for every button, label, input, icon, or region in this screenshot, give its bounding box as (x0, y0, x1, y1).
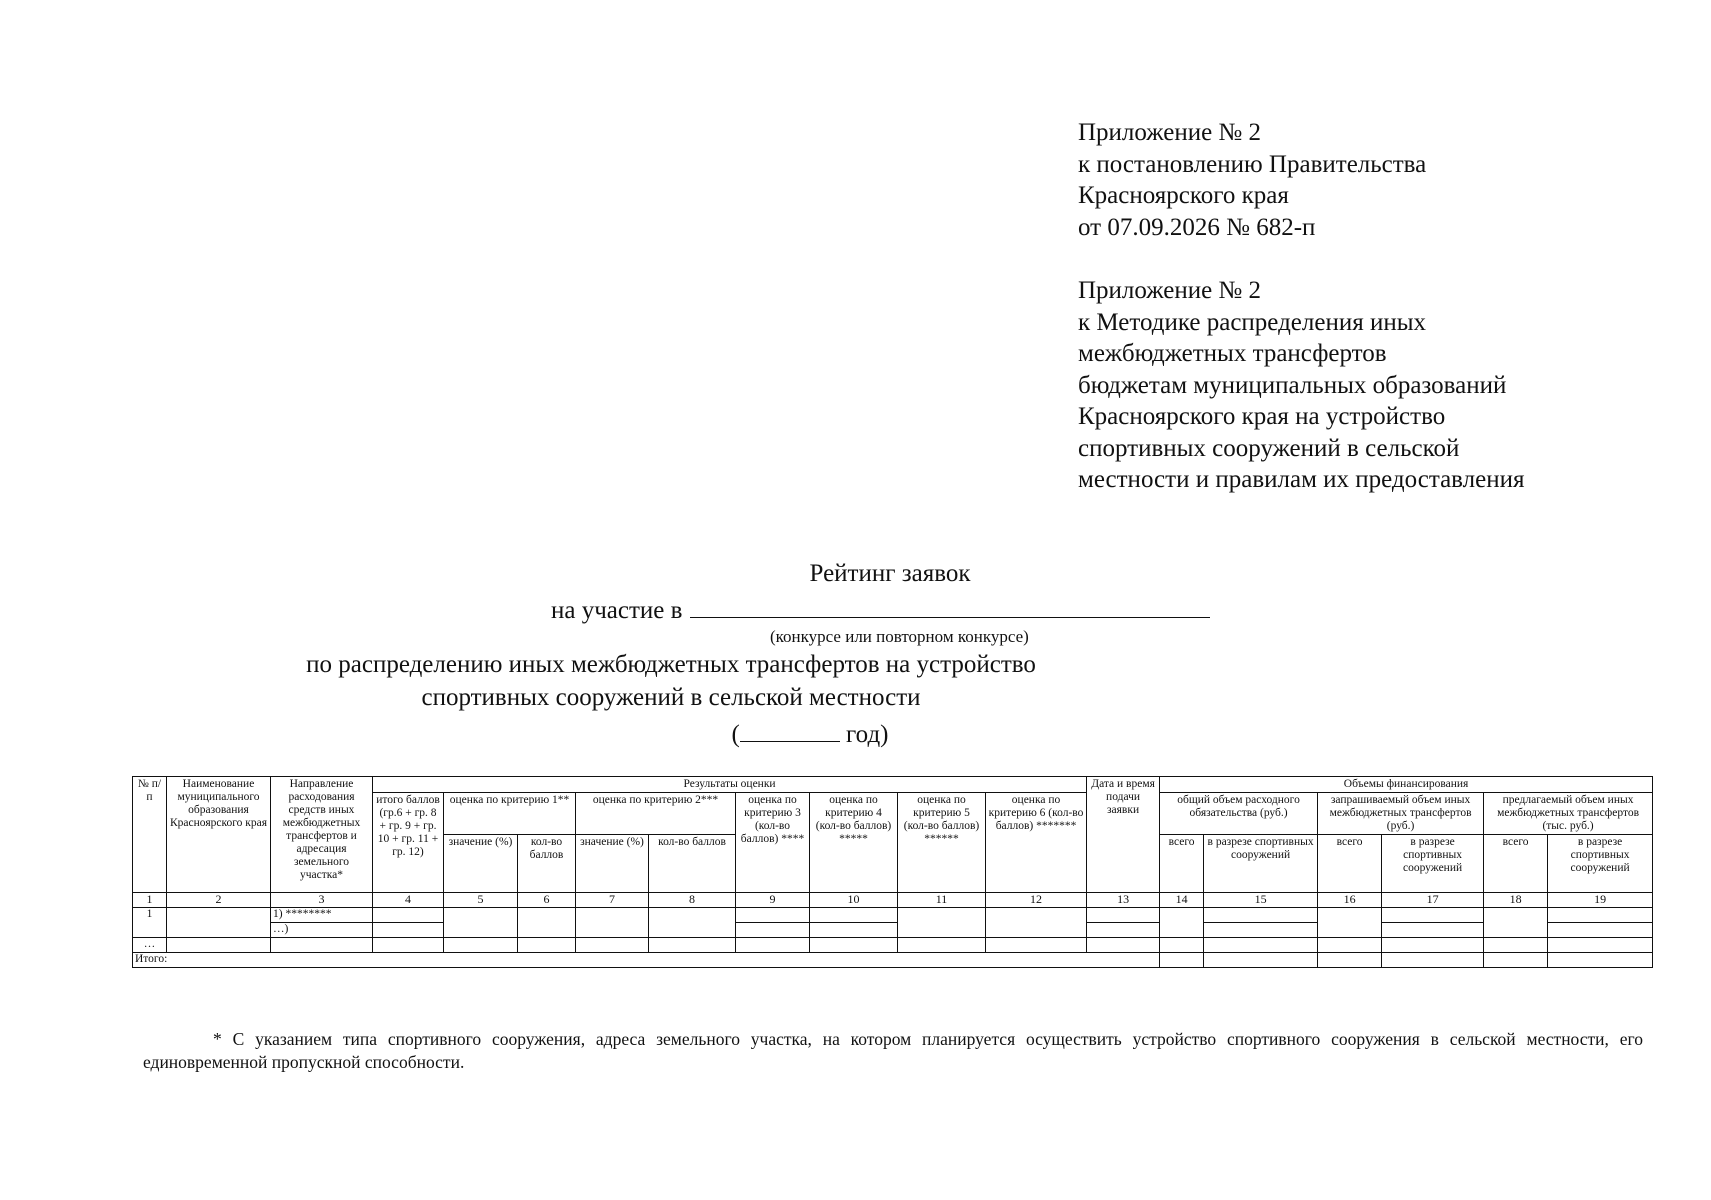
row-number: 1 (133, 908, 167, 938)
header-total: всего (1318, 835, 1382, 893)
table-cell (1160, 938, 1204, 953)
participation-line (551, 593, 1210, 625)
table-cell (167, 908, 271, 938)
table-cell (518, 938, 576, 953)
table-cell (1087, 908, 1160, 923)
table-cell (1087, 938, 1160, 953)
year-open-paren: ( (731, 721, 740, 748)
table-cell (271, 938, 373, 953)
table-cell (518, 908, 576, 938)
col-num: 13 (1087, 893, 1160, 908)
header-value-pct: значение (%) (444, 835, 518, 893)
appendix-government-header (1078, 117, 1698, 243)
total-label: Итого: (133, 953, 1160, 968)
header-municipality: Наименование муниципального образования Красноярского края (167, 777, 271, 893)
header-by-facility: в разрезе спортивных сооружений (1548, 835, 1653, 893)
table-cell (576, 938, 649, 953)
footnote: * С указанием типа спортивного сооружения, адреса земельного участка, на котором планируется осуществить устройство спортивного сооружения в сельской местности, его единовременной пропускной способности. (143, 1029, 1643, 1072)
column-number-row (133, 893, 1653, 908)
table-cell (986, 908, 1087, 938)
table-cell (576, 908, 649, 938)
row-direction-item: …) (271, 923, 373, 938)
table-cell (1204, 953, 1318, 968)
table-cell (1160, 953, 1204, 968)
rating-table (132, 776, 1653, 968)
table-cell (1382, 923, 1484, 938)
col-num: 3 (271, 893, 373, 908)
row-direction-item: 1) ******** (271, 908, 373, 923)
table-cell (1548, 953, 1653, 968)
table-cell (1382, 938, 1484, 953)
header-fin-obligation: общий объем расходного обязательства (руб.) (1160, 793, 1318, 835)
header-value-pct: значение (%) (576, 835, 649, 893)
appendix-line: от 07.09.2026 № 682-п (1078, 213, 1316, 241)
col-num: 8 (649, 893, 736, 908)
appendix-methodology-header (1078, 275, 1698, 496)
year-line (0, 717, 1620, 749)
col-num: 17 (1382, 893, 1484, 908)
table-cell (1484, 908, 1548, 938)
col-num: 15 (1204, 893, 1318, 908)
table-cell (1548, 908, 1653, 923)
col-num: 6 (518, 893, 576, 908)
col-num: 16 (1318, 893, 1382, 908)
header-criterion-2: оценка по критерию 2*** (576, 793, 736, 835)
col-num: 14 (1160, 893, 1204, 908)
total-row (133, 953, 1653, 968)
table-cell (649, 938, 736, 953)
header-no: № п/п (133, 777, 167, 893)
header-by-facility: в разрезе спортивных сооружений (1382, 835, 1484, 893)
header-total: всего (1484, 835, 1548, 893)
table-cell (736, 938, 810, 953)
table-cell (810, 908, 898, 923)
table-cell (1318, 953, 1382, 968)
table-cell (736, 908, 810, 923)
header-total: всего (1160, 835, 1204, 893)
appendix-line: межбюджетных трансфертов (1078, 340, 1387, 367)
table-cell (898, 908, 986, 938)
contest-blank (690, 593, 1210, 618)
header-fin-proposed: предлагаемый объем иных межбюджетных трансфертов (тыс. руб.) (1484, 793, 1653, 835)
col-num: 4 (373, 893, 444, 908)
appendix-line: Красноярского края на устройство (1078, 403, 1446, 430)
header-criterion-6: оценка по критерию 6 (кол-во баллов) ******* (986, 793, 1087, 893)
col-num: 19 (1548, 893, 1653, 908)
table-cell (373, 938, 444, 953)
table-cell (1484, 938, 1548, 953)
table-cell (1160, 908, 1204, 938)
table-cell (1204, 923, 1318, 938)
table-cell (444, 938, 518, 953)
table-cell (373, 908, 444, 923)
table-cell (1204, 908, 1318, 923)
appendix-line: к Методике распределения иных (1078, 308, 1427, 336)
col-num: 10 (810, 893, 898, 908)
table-cell (167, 938, 271, 953)
header-total-points: итого баллов (гр.6 + гр. 8 + гр. 9 + гр. 10 + гр. 11 + гр. 12) (373, 793, 444, 893)
table-cell (649, 908, 736, 938)
header-fin-requested: запрашиваемый объем иных межбюджетных трансфертов (руб.) (1318, 793, 1484, 835)
header-financing-group: Объемы финансирования (1160, 777, 1653, 793)
table-cell (736, 923, 810, 938)
header-results-group: Результаты оценки (373, 777, 1087, 793)
header-date: Дата и время подачи заявки (1087, 777, 1160, 893)
appendix-line: Красноярского края (1078, 182, 1289, 209)
table-cell (1484, 953, 1548, 968)
header-points-count: кол-во баллов (518, 835, 576, 893)
col-num: 2 (167, 893, 271, 908)
table-cell (810, 923, 898, 938)
col-num: 7 (576, 893, 649, 908)
document-title: Рейтинг заявок (809, 560, 971, 587)
table-cell (1548, 938, 1653, 953)
appendix-line: спортивных сооружений в сельской (1078, 434, 1460, 462)
contest-caption: (конкурсе или повторном конкурсе) (770, 627, 1029, 646)
header-points-count: кол-во баллов (649, 835, 736, 893)
appendix-line: местности и правилам их предоставления (1078, 466, 1525, 493)
header-criterion-1: оценка по критерию 1** (444, 793, 576, 835)
facilities-line: спортивных сооружений в сельской местности (421, 684, 921, 711)
header-by-facility: в разрезе спортивных сооружений (1204, 835, 1318, 893)
table-cell (1318, 938, 1382, 953)
col-num: 5 (444, 893, 518, 908)
table-cell (1382, 908, 1484, 923)
table-row (133, 938, 1653, 953)
ellipsis-cell: … (133, 938, 167, 953)
header-criterion-4: оценка по критерию 4 (кол-во баллов) ***** (810, 793, 898, 893)
year-blank (740, 717, 840, 742)
table-row (133, 923, 1653, 938)
table-cell (444, 908, 518, 938)
year-close: год) (839, 721, 889, 748)
table-cell (1548, 923, 1653, 938)
appendix-line: бюджетам муниципальных образований (1078, 371, 1507, 399)
col-num: 12 (986, 893, 1087, 908)
table-cell (810, 938, 898, 953)
table-cell (1204, 938, 1318, 953)
table-cell (1087, 923, 1160, 938)
appendix-line: Приложение № 2 (1078, 119, 1262, 146)
table-cell (898, 938, 986, 953)
appendix-line: к постановлению Правительства (1078, 150, 1427, 178)
table-cell (1382, 953, 1484, 968)
distribution-line: по распределению иных межбюджетных трансфертов на устройство (306, 651, 1036, 678)
table-cell (1318, 908, 1382, 938)
col-num: 9 (736, 893, 810, 908)
appendix-line: Приложение № 2 (1078, 277, 1262, 304)
table-row (133, 908, 1653, 923)
col-num: 11 (898, 893, 986, 908)
header-direction: Направление расходования средств иных межбюджетных трансфертов и адресация земельного участка* (271, 777, 373, 893)
col-num: 18 (1484, 893, 1548, 908)
header-criterion-5: оценка по критерию 5 (кол-во баллов) ****** (898, 793, 986, 893)
header-criterion-3: оценка по критерию 3 (кол-во баллов) **** (736, 793, 810, 893)
table-cell (986, 938, 1087, 953)
participation-prefix: на участие в (551, 597, 683, 624)
table-cell (373, 923, 444, 938)
col-num: 1 (133, 893, 167, 908)
